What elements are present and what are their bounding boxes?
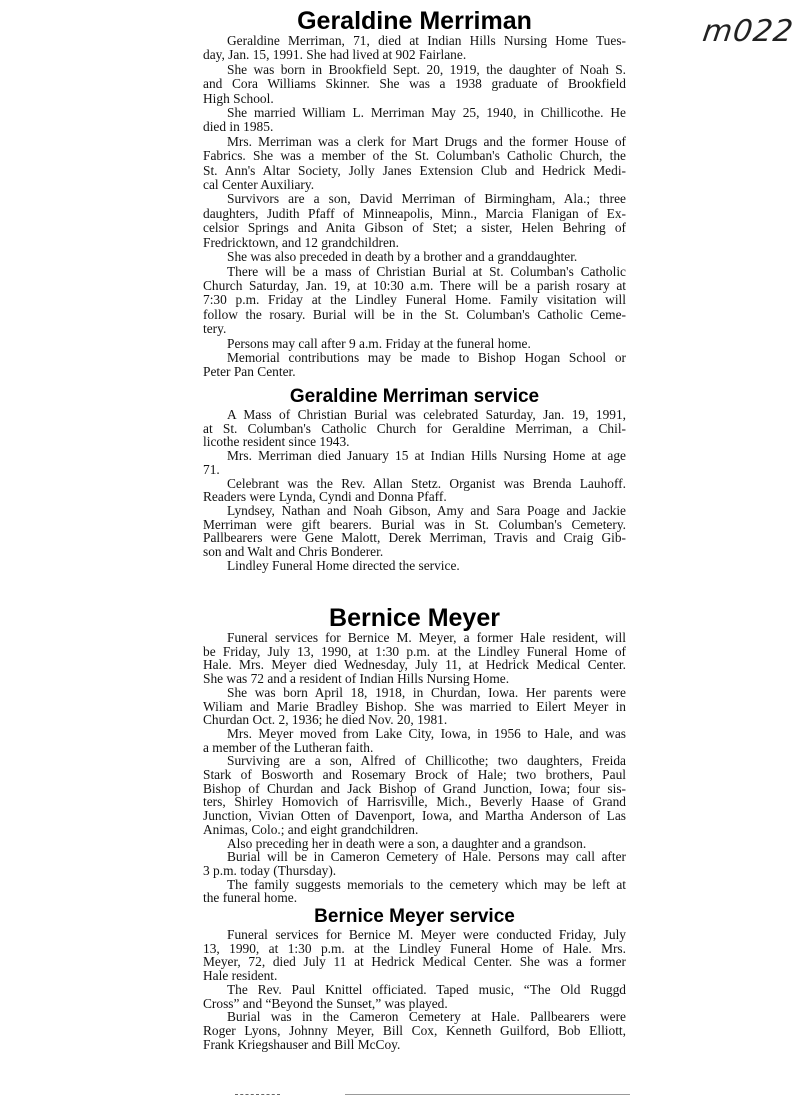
text-line: Peter Pan Center. xyxy=(203,364,296,380)
text-line: Bishop of Churdan and Jack Bishop of Grand Junction, Iowa; four sis- xyxy=(203,780,626,796)
text-line: a member of the Lutheran faith. xyxy=(203,739,374,755)
text-line: Funeral services for Bernice M. Meyer, a former Hale resident, will xyxy=(227,630,626,645)
paragraph xyxy=(203,408,626,449)
text-line: Geraldine Merriman, 71, died at Indian Hills Nursing Home Tues- xyxy=(227,33,626,48)
paragraph xyxy=(203,63,626,106)
text-line: Also preceding her in death were a son, a daughter and a grandson. xyxy=(227,835,587,851)
text-line: Surviving are a son, Alfred of Chillicothe; two daughters, Freida xyxy=(227,753,626,769)
text-line: the funeral home. xyxy=(203,890,298,906)
text-line: A Mass of Christian Burial was celebrated Saturday, Jan. 19, 1991, xyxy=(227,407,626,422)
paragraph xyxy=(203,754,626,836)
text-line: day, Jan. 15, 1991. She had lived at 902 Fairlane. xyxy=(203,47,467,63)
text-line: 71. xyxy=(203,461,220,477)
text-line: Fabrics. She was a member of the St. Columban's Catholic Church, the xyxy=(203,148,626,164)
divider xyxy=(235,1094,280,1095)
text-line: Churdan Oct. 2, 1936; he died Nov. 20, 1981. xyxy=(203,712,448,728)
obituary-geraldine-merriman xyxy=(203,8,626,380)
paragraph xyxy=(203,850,626,877)
text-line: cal Center Auxiliary. xyxy=(203,177,315,193)
text-line: follow the rosary. Burial will be in the St. Columban's Catholic Ceme- xyxy=(203,306,626,322)
paragraph xyxy=(203,878,626,905)
obituary-heading: Bernice Meyer xyxy=(329,604,500,632)
text-line: She was born April 18, 1918, in Churdan, Iowa. Her parents were xyxy=(227,684,626,700)
paragraph xyxy=(203,928,626,983)
text-line: Fredricktown, and 12 grandchildren. xyxy=(203,234,399,250)
text-line: 3 p.m. today (Thursday). xyxy=(203,862,337,878)
text-line: licothe resident since 1943. xyxy=(203,434,350,450)
text-line: Merriman were gift bearers. Burial was in St. Columban's Cemetery. xyxy=(203,516,626,532)
text-line: Cross” and “Beyond the Sunset,” was played. xyxy=(203,995,448,1011)
text-line: Mrs. Merriman died January 15 at Indian Hills Nursing Home at age xyxy=(227,448,626,464)
text-line: Junction, Vivian Otten of Davenport, Iowa, and Martha Anderson of Las xyxy=(203,808,626,824)
paragraph xyxy=(203,477,626,504)
text-line: Mrs. Meyer moved from Lake City, Iowa, in 1956 to Hale, and was xyxy=(227,725,626,741)
text-line: She was born in Brookfield Sept. 20, 1919, the daughter of Noah S. xyxy=(227,61,626,77)
paragraph xyxy=(203,192,626,250)
text-line: Survivors are a son, David Merriman of Birmingham, Ala.; three xyxy=(227,191,626,207)
paragraph xyxy=(203,686,626,727)
text-line: at St. Columban's Catholic Church for Geraldine Merriman, a Chil- xyxy=(203,420,626,436)
text-line: She was also preceded in death by a brother and a granddaughter. xyxy=(227,249,578,265)
paragraph xyxy=(203,337,626,351)
paragraph xyxy=(203,727,626,754)
paragraph xyxy=(203,504,626,559)
paragraph xyxy=(203,1010,626,1051)
paragraph xyxy=(203,449,626,476)
service-heading: Geraldine Merriman service xyxy=(289,386,540,407)
text-line: 7:30 p.m. Friday at the Lindley Funeral Home. Family visitation will xyxy=(203,292,626,308)
service-body xyxy=(203,928,626,1051)
service-geraldine-merriman xyxy=(203,386,626,572)
text-line: She married William L. Merriman May 25, 1940, in Chillicothe. He xyxy=(227,105,626,121)
text-line: Persons may call after 9 a.m. Friday at the funeral home. xyxy=(227,335,531,351)
text-line: Roger Lyons, Johnny Meyer, Bill Cox, Kenneth Guilford, Bob Elliott, xyxy=(203,1022,626,1038)
text-line: Hale. Mrs. Meyer died Wednesday, July 11, at Hedrick Medical Center. xyxy=(203,657,626,673)
paragraph xyxy=(203,837,626,851)
text-line: Burial will be in Cameron Cemetery of Hale. Persons may call after xyxy=(227,849,626,865)
text-line: Mrs. Merriman was a clerk for Mart Drugs and the former House of xyxy=(227,133,626,149)
text-line: Animas, Colo.; and eight grandchildren. xyxy=(203,821,419,837)
obituary-heading: Geraldine Merriman xyxy=(297,7,532,35)
text-line: Burial was in the Cameron Cemetery at Hale. Pallbearers were xyxy=(227,1009,626,1025)
text-line: 13, 1990, at 1:30 p.m. at the Lindley Funeral Home of Hale. Mrs. xyxy=(203,940,626,956)
paragraph xyxy=(203,250,626,264)
paragraph xyxy=(203,983,626,1010)
text-line: Lindley Funeral Home directed the service. xyxy=(227,557,460,573)
service-bernice-meyer xyxy=(203,906,626,1051)
text-line: Wiliam and Marie Bradley Bishop. She was married to Eilert Meyer in xyxy=(203,698,626,714)
text-line: Meyer, 72, died July 11 at Hedrick Medical Center. She was a former xyxy=(203,954,626,970)
text-line: The family suggests memorials to the cemetery which may be left at xyxy=(227,876,626,892)
handwritten-annotation: m022 xyxy=(700,14,796,49)
paragraph xyxy=(203,265,626,337)
text-line: be Friday, July 13, 1990, at 1:30 p.m. at the Lindley Funeral Home of xyxy=(203,643,626,659)
text-line: daughters, Judith Pfaff of Minneapolis, Minn., Marcia Flanigan of Ex- xyxy=(203,205,626,221)
paragraph xyxy=(203,106,626,135)
service-heading: Bernice Meyer service xyxy=(314,906,515,927)
text-line: Memorial contributions may be made to Bishop Hogan School or xyxy=(227,349,626,365)
text-line: and Cora Williams Skinner. She was a 1938 graduate of Brookfield xyxy=(203,76,626,92)
text-line: St. Ann's Altar Society, Jolly Janes Extension Club and Hedrick Medi- xyxy=(203,162,626,178)
text-line: She was 72 and a resident of Indian Hills Nursing Home. xyxy=(203,671,510,687)
text-line: ters, Shirley Homovich of Harrisville, Mich., Beverly Haase of Grand xyxy=(203,794,626,810)
text-line: son and Walt and Chris Bonderer. xyxy=(203,544,384,560)
text-line: Frank Kriegshauser and Bill McCoy. xyxy=(203,1036,401,1052)
text-line: Hale resident. xyxy=(203,968,278,984)
text-line: celsior Springs and Anita Gibson of Stet; a sister, Helen Behring of xyxy=(203,220,626,236)
paragraph xyxy=(203,631,626,686)
divider xyxy=(345,1094,630,1095)
text-line: Pallbearers were Gene Malott, Derek Merriman, Travis and Craig Gib- xyxy=(203,530,626,546)
paragraph xyxy=(203,34,626,63)
text-line: Funeral services for Bernice M. Meyer were conducted Friday, July xyxy=(227,927,626,942)
paragraph xyxy=(203,559,626,573)
text-line: Lyndsey, Nathan and Noah Gibson, Amy and Sara Poage and Jackie xyxy=(227,502,626,518)
text-line: Stark of Bosworth and Rosemary Brock of Hale; two brothers, Paul xyxy=(203,767,626,783)
text-line: Celebrant was the Rev. Allan Stetz. Organist was Brenda Lauhoff. xyxy=(227,475,626,491)
text-line: There will be a mass of Christian Burial at St. Columban's Catholic xyxy=(227,263,626,279)
paragraph xyxy=(203,135,626,193)
obituary-body xyxy=(203,34,626,380)
text-line: tery. xyxy=(203,321,227,337)
text-line: Church Saturday, Jan. 19, at 10:30 a.m. There will be a parish rosary at xyxy=(203,277,626,293)
obituary-body xyxy=(203,631,626,905)
text-line: The Rev. Paul Knittel officiated. Taped music, “The Old Ruggd xyxy=(227,981,626,997)
paragraph xyxy=(203,351,626,380)
text-line: High School. xyxy=(203,90,274,106)
text-line: Readers were Lynda, Cyndi and Donna Pfaff. xyxy=(203,489,447,505)
service-body xyxy=(203,408,626,572)
obituary-bernice-meyer xyxy=(203,605,626,905)
text-line: died in 1985. xyxy=(203,119,274,135)
